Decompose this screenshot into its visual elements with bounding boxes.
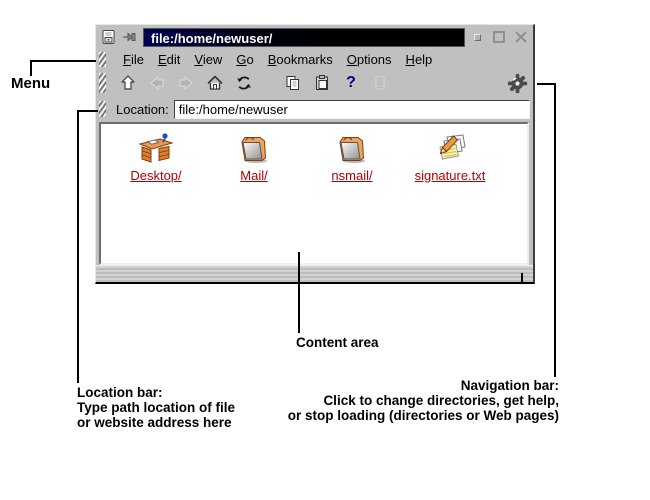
- stop-button[interactable]: [368, 72, 392, 94]
- menu-options[interactable]: Options: [340, 52, 399, 67]
- callout-line-content-v: [298, 252, 300, 333]
- back-button[interactable]: [145, 72, 169, 94]
- resize-grip[interactable]: [521, 273, 523, 282]
- menubar-drag-handle[interactable]: [99, 52, 106, 67]
- callout-line-location-h: [77, 110, 98, 112]
- menu-bar: [96, 49, 533, 69]
- forward-button[interactable]: [174, 72, 198, 94]
- copy-button[interactable]: [281, 72, 305, 94]
- annotation-location-line2: Type path location of file: [77, 400, 236, 415]
- close-button[interactable]: [513, 30, 528, 45]
- menu-view[interactable]: View: [187, 52, 229, 67]
- location-bar: [96, 97, 533, 121]
- paste-button[interactable]: [310, 72, 334, 94]
- menu-edit[interactable]: Edit: [151, 52, 187, 67]
- annotation-navigation-line2: Click to change directories, get help,: [323, 393, 559, 408]
- reload-button[interactable]: [232, 72, 256, 94]
- file-label: Desktop/: [130, 168, 182, 183]
- kfm-app-icon: [101, 29, 117, 45]
- file-item-mail[interactable]: [205, 131, 303, 183]
- menu-bookmarks[interactable]: Bookmarks: [261, 52, 340, 67]
- help-button[interactable]: [339, 72, 363, 94]
- annotation-menu: Menu: [11, 75, 51, 92]
- callout-line-menu-h: [30, 60, 96, 62]
- copy-icon: [284, 74, 302, 92]
- file-label: nsmail/: [331, 168, 373, 183]
- toolbar-drag-handle[interactable]: [99, 73, 106, 93]
- up-button[interactable]: [116, 72, 140, 94]
- help-icon: ?: [346, 74, 356, 91]
- menu-file[interactable]: File: [116, 52, 151, 67]
- file-item-desktop[interactable]: [107, 131, 205, 183]
- annotation-navigation-title: Navigation bar:: [460, 378, 559, 393]
- file-label: Mail/: [240, 168, 268, 183]
- text-note-icon: [432, 131, 468, 167]
- file-label: signature.txt: [414, 168, 486, 183]
- navigation-toolbar: [96, 69, 533, 97]
- window-title: file:/home/newuser/: [143, 28, 465, 47]
- desktop-icon: [138, 131, 174, 167]
- folder-icon: [236, 131, 272, 167]
- folder-icon: [334, 131, 370, 167]
- up-icon: [119, 74, 137, 92]
- gear-icon: [507, 73, 528, 94]
- annotation-location-title: Location bar:: [77, 385, 163, 400]
- home-button[interactable]: [203, 72, 227, 94]
- minimize-button[interactable]: [474, 34, 481, 41]
- callout-line-location-v: [77, 110, 79, 383]
- horizontal-scrollbar[interactable]: [96, 265, 533, 282]
- gear-throbber: [505, 72, 529, 94]
- paste-icon: [313, 74, 331, 92]
- menu-help[interactable]: Help: [399, 52, 440, 67]
- callout-line-navigation-v: [554, 83, 556, 377]
- annotation-navigation-line3: or stop loading (directories or Web pages): [287, 408, 559, 423]
- annotation-content-area: Content area: [296, 335, 379, 350]
- locationbar-drag-handle[interactable]: [99, 101, 106, 117]
- stop-icon: [371, 74, 389, 92]
- pin-icon[interactable]: [122, 32, 138, 42]
- file-item-nsmail[interactable]: [303, 131, 401, 183]
- file-manager-window: [95, 24, 535, 284]
- menu-go[interactable]: Go: [229, 52, 260, 67]
- reload-icon: [235, 74, 253, 92]
- annotation-location-line3: or website address here: [77, 415, 232, 430]
- annotation-location-bar: [77, 385, 235, 430]
- content-area[interactable]: [99, 122, 529, 265]
- annotation-navigation-bar: [288, 378, 559, 423]
- maximize-button[interactable]: [493, 31, 505, 43]
- close-icon: [514, 30, 528, 44]
- callout-line-menu-v: [30, 60, 32, 76]
- home-icon: [206, 74, 224, 92]
- back-icon: [148, 74, 166, 92]
- forward-icon: [177, 74, 195, 92]
- file-item-signature[interactable]: [401, 131, 499, 183]
- location-input[interactable]: [174, 100, 530, 119]
- location-label: Location:: [116, 101, 169, 117]
- titlebar: [96, 25, 533, 49]
